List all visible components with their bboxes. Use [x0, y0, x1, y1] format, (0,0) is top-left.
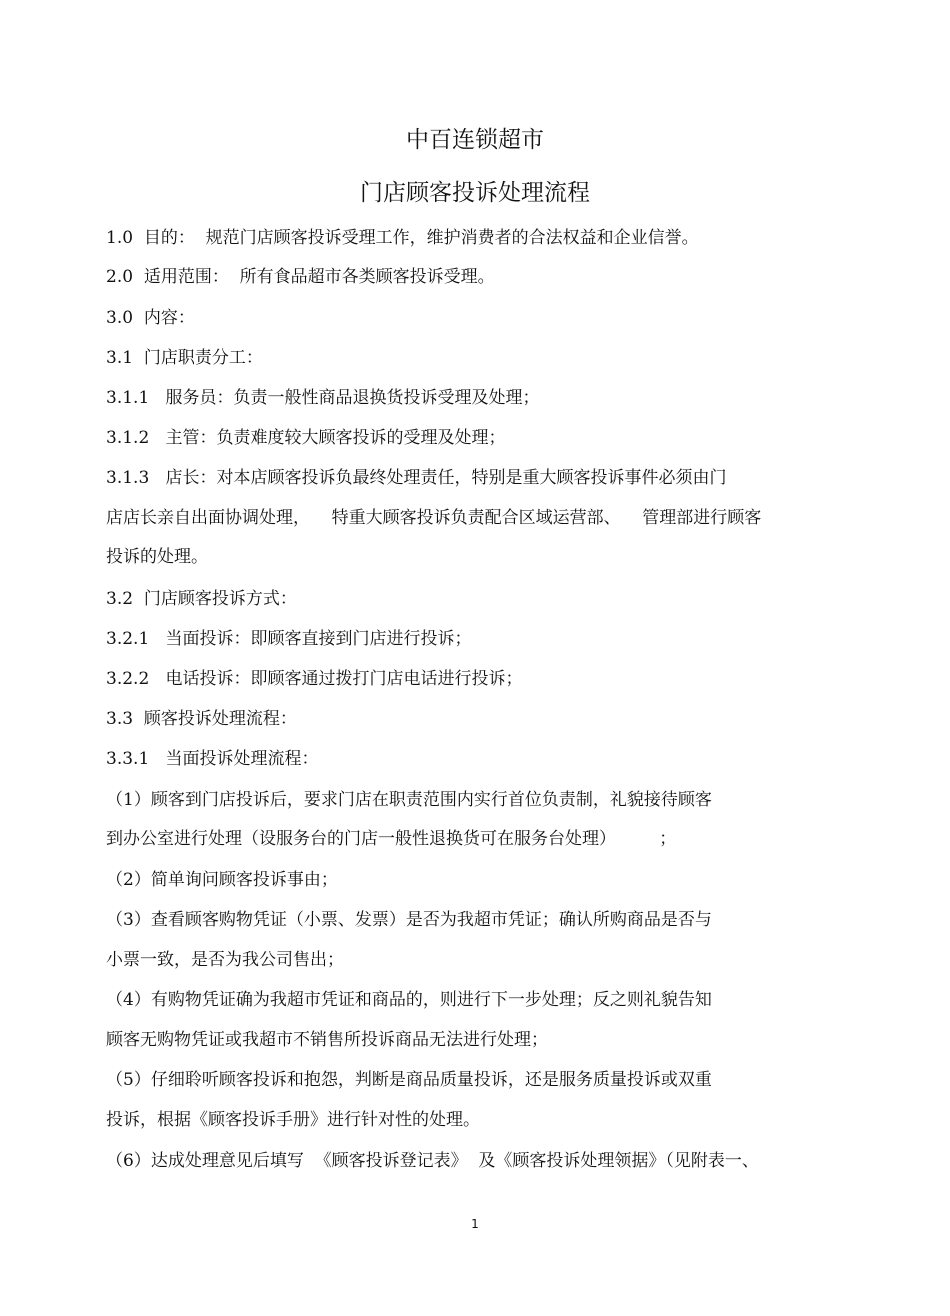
- paragraph-line-staff: 3.1.1 服务员：负责一般性商品退换货投诉受理及处理；: [106, 388, 540, 408]
- paragraph-line-duties-heading: 3.1 门店职责分工：: [106, 348, 263, 368]
- document-subtitle: 门店顾客投诉处理流程: [360, 180, 590, 206]
- list-item-1-cont: 到办公室进行处理（设服务台的门店一般性退换货可在服务台处理） ；: [106, 829, 677, 849]
- document-title: 中百连锁超市: [406, 127, 544, 153]
- list-item-3-cont: 小票一致，是否为我公司售出；: [106, 950, 344, 970]
- list-item-3: （3）查看顾客购物凭证（小票、发票）是否为我超市凭证；确认所购商品是否与: [106, 910, 712, 930]
- list-item-5-cont: 投诉，根据《顾客投诉手册》进行针对性的处理。: [106, 1110, 480, 1130]
- list-item-1: （1）顾客到门店投诉后，要求门店在职责范围内实行首位负责制，礼貌接待顾客: [106, 790, 712, 810]
- page-number: 1: [471, 1217, 479, 1231]
- paragraph-line-in-person: 3.2.1 当面投诉：即顾客直接到门店进行投诉；: [106, 629, 472, 649]
- list-item-2: （2）简单询问顾客投诉事由；: [106, 870, 338, 890]
- paragraph-line-manager-end: 投诉的处理。: [106, 547, 208, 567]
- list-item-4: （4）有购物凭证确为我超市凭证和商品的，则进行下一步处理；反之则礼貌告知: [106, 990, 712, 1010]
- paragraph-line-process-heading: 3.3 顾客投诉处理流程：: [106, 709, 297, 729]
- paragraph-line-manager: 3.1.3 店长：对本店顾客投诉负最终处理责任，特别是重大顾客投诉事件必须由门: [106, 468, 727, 488]
- paragraph-line-phone: 3.2.2 电话投诉：即顾客通过拨打门店电话进行投诉；: [106, 669, 523, 689]
- paragraph-line-content: 3.0 内容：: [106, 308, 195, 328]
- paragraph-line-manager-cont: 店店长亲自出面协调处理， 特重大顾客投诉负责配合区域运营部、 管理部进行顾客: [106, 508, 762, 528]
- list-item-6: （6）达成处理意见后填写 《顾客投诉登记表》 及《顾客投诉处理领据》（见附表一、: [106, 1151, 759, 1171]
- list-item-4-cont: 顾客无购物凭证或我超市不销售所投诉商品无法进行处理；: [106, 1030, 548, 1050]
- list-item-5: （5）仔细聆听顾客投诉和抱怨，判断是商品质量投诉，还是服务质量投诉或双重: [106, 1070, 712, 1090]
- paragraph-line-in-person-process: 3.3.1 当面投诉处理流程：: [106, 749, 319, 769]
- paragraph-line-purpose: 1.0 目的： 规范门店顾客投诉受理工作，维护消费者的合法权益和企业信誉。: [106, 228, 699, 248]
- paragraph-line-methods-heading: 3.2 门店顾客投诉方式：: [106, 589, 297, 609]
- paragraph-line-supervisor: 3.1.2 主管：负责难度较大顾客投诉的受理及处理；: [106, 428, 506, 448]
- paragraph-line-scope: 2.0 适用范围： 所有食品超市各类顾客投诉受理。: [106, 267, 495, 287]
